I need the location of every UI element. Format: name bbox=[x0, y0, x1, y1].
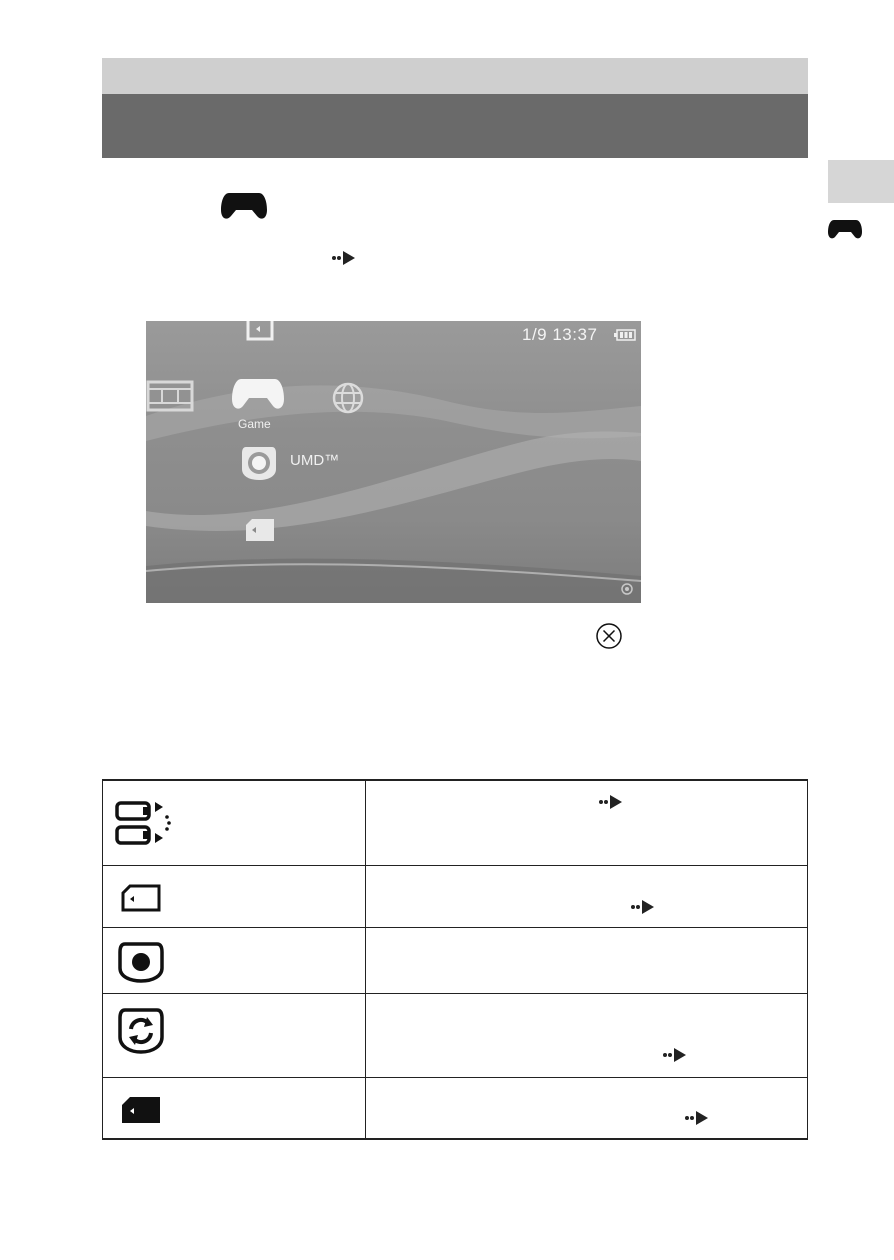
memory-stick-filled-icon[interactable] bbox=[246, 519, 274, 541]
table-row bbox=[103, 780, 808, 865]
gamepad-icon bbox=[828, 218, 862, 240]
table-row bbox=[103, 865, 808, 927]
page-reference-arrow-icon bbox=[684, 1110, 710, 1126]
memory-stick-filled-icon bbox=[121, 1096, 161, 1124]
memory-stick-icon bbox=[121, 884, 161, 912]
table-row bbox=[103, 927, 808, 993]
page-reference-arrow-icon bbox=[331, 250, 357, 266]
xmb-screenshot bbox=[146, 321, 641, 603]
page-reference-arrow-icon bbox=[598, 794, 624, 810]
item-label-umd: UMD™ bbox=[290, 452, 340, 469]
page-reference-arrow-icon bbox=[630, 899, 656, 915]
side-index-tab bbox=[828, 160, 894, 203]
update-icon bbox=[117, 1007, 165, 1055]
section-header-bar bbox=[102, 58, 808, 94]
cross-button-icon bbox=[595, 622, 623, 650]
battery-icon bbox=[614, 329, 636, 341]
wave-background bbox=[146, 321, 641, 603]
status-date-time: 1/9 13:37 bbox=[522, 325, 598, 344]
umd-disc-icon bbox=[117, 941, 165, 983]
table-row bbox=[103, 1077, 808, 1139]
gamepad-icon bbox=[221, 191, 267, 221]
game-sharing-icon bbox=[115, 800, 173, 848]
memory-stick-icon bbox=[246, 321, 274, 341]
table-row bbox=[103, 993, 808, 1077]
options-indicator-icon bbox=[620, 582, 634, 596]
icon-legend-table bbox=[102, 779, 808, 1140]
page-reference-arrow-icon bbox=[662, 1047, 688, 1063]
umd-disc-icon[interactable] bbox=[240, 444, 278, 482]
gamepad-icon[interactable] bbox=[232, 376, 284, 412]
category-label-game: Game bbox=[238, 417, 271, 431]
film-icon bbox=[146, 380, 194, 412]
globe-icon[interactable] bbox=[331, 381, 365, 415]
section-title-bar bbox=[102, 94, 808, 158]
